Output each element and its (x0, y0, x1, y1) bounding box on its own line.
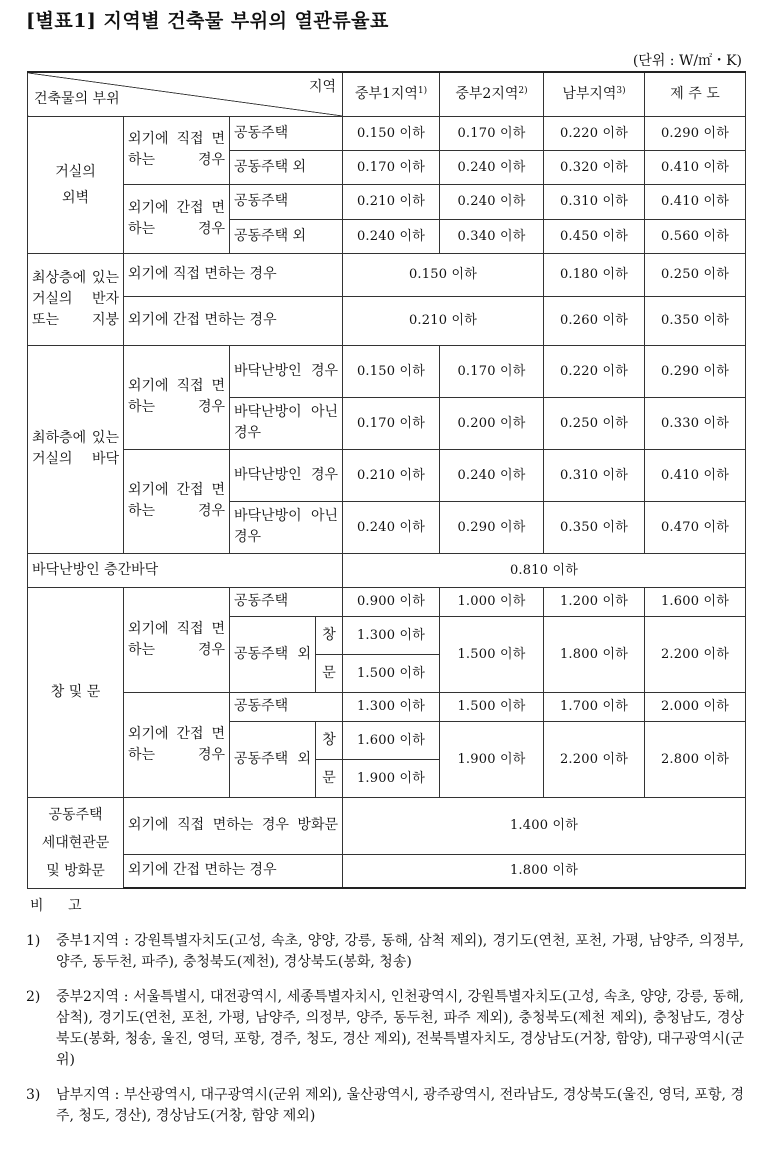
note-item (26, 931, 744, 973)
inter-floor-label: 바닥난방인 층간바닥 (28, 553, 343, 587)
wall-direct-apt-label: 공동주택 (230, 116, 343, 150)
value-cell: 0.240 이하 (440, 150, 544, 184)
value-cell: 0.240 이하 (440, 449, 544, 501)
header-part-label: 건축물의 부위 (34, 90, 120, 107)
roof-label: 최상층에 있는 거실의 반자 또는 지붕 (28, 253, 124, 345)
value-cell: 1.800 이하 (544, 616, 645, 692)
note-text: 중부2지역 : 서울특별시, 대전광역시, 세종특별자치시, 인천광역시, 강원특별자치도(고성, 속초, 양양, 강릉, 동해, 삼척), 경기도(연천, 포천, 가평, 남양주, 의정부, 양주, 동두천, 파주 제외), 충청북도(제천 제외), 충청남도, 경상북도(봉화, 청송, 울진, 영덕, 포항, 경주, 청도, 경산 제외), 전북특별자치도, 경상남도(거창, 함양), 대구광역시(군위) (56, 989, 744, 1068)
table-row (28, 184, 746, 219)
entrance-direct-label: 외기에 직접 면하는 경우 방화문 (124, 797, 343, 854)
wall-direct-non-apt-label: 공동주택 외 (230, 150, 343, 184)
wall-indirect-label: 외기에 간접 면하는 경우 (124, 184, 230, 253)
value-cell: 0.210 이하 (343, 296, 544, 345)
windows-direct-apt-label: 공동주택 (230, 587, 343, 616)
floor-direct-label: 외기에 직접 면하는 경우 (124, 345, 230, 449)
floor-label: 최하층에 있는 거실의 바닥 (28, 345, 124, 553)
table-row (28, 116, 746, 150)
header-south: 남부지역$^{3)}$ (544, 72, 645, 116)
windows-direct-label: 외기에 직접 면하는 경우 (124, 587, 230, 692)
note-item (26, 1085, 744, 1127)
value-cell: 0.220 이하 (544, 345, 645, 397)
table-row (28, 854, 746, 888)
windows-indirect-non-apt-label: 공동주택 외 (230, 721, 316, 797)
table-row (28, 296, 746, 345)
value-cell: 1.000 이하 (440, 587, 544, 616)
value-cell: 1.800 이하 (343, 854, 746, 888)
value-cell: 0.170 이하 (440, 116, 544, 150)
value-cell: 0.220 이하 (544, 116, 645, 150)
wall-direct-label: 외기에 직접 면하는 경우 (124, 116, 230, 184)
windows-direct-window-label: 창 (316, 616, 343, 654)
value-cell: 0.450 이하 (544, 219, 645, 253)
wall-label: 거실의 외벽 (28, 116, 124, 253)
value-cell: 0.240 이하 (343, 501, 440, 553)
value-cell: 0.330 이하 (645, 397, 746, 449)
value-cell: 0.250 이하 (645, 253, 746, 296)
value-cell: 0.410 이하 (645, 449, 746, 501)
floor-direct-non-heated-label: 바닥난방이 아닌 경우 (230, 397, 343, 449)
value-cell: 1.200 이하 (544, 587, 645, 616)
value-cell: 1.900 이하 (343, 759, 440, 797)
notes-section (26, 896, 744, 1127)
value-cell: 0.260 이하 (544, 296, 645, 345)
value-cell: 0.170 이하 (440, 345, 544, 397)
windows-direct-door-label: 문 (316, 654, 343, 692)
value-cell: 0.410 이하 (645, 150, 746, 184)
windows-label: 창 및 문 (28, 587, 124, 797)
table-row (28, 553, 746, 587)
value-cell: 2.200 이하 (544, 721, 645, 797)
unit-label: (단위 : W/㎡・K) (632, 53, 742, 69)
table-row (28, 692, 746, 721)
value-cell: 0.150 이하 (343, 345, 440, 397)
thermal-transmittance-table (27, 71, 746, 889)
value-cell: 0.150 이하 (343, 253, 544, 296)
entrance-indirect-label: 외기에 간접 면하는 경우 (124, 854, 343, 888)
value-cell: 0.240 이하 (440, 184, 544, 219)
value-cell: 2.000 이하 (645, 692, 746, 721)
roof-direct-label: 외기에 직접 면하는 경우 (124, 253, 343, 296)
value-cell: 1.500 이하 (440, 692, 544, 721)
value-cell: 0.290 이하 (440, 501, 544, 553)
value-cell: 0.210 이하 (343, 184, 440, 219)
value-cell: 0.560 이하 (645, 219, 746, 253)
value-cell: 0.170 이하 (343, 397, 440, 449)
value-cell: 0.310 이하 (544, 184, 645, 219)
header-row (28, 72, 746, 116)
table-row (28, 587, 746, 616)
value-cell: 1.700 이하 (544, 692, 645, 721)
value-cell: 0.470 이하 (645, 501, 746, 553)
value-cell: 1.400 이하 (343, 797, 746, 854)
value-cell: 1.500 이하 (440, 616, 544, 692)
windows-indirect-label: 외기에 간접 면하는 경우 (124, 692, 230, 797)
value-cell: 1.300 이하 (343, 616, 440, 654)
windows-indirect-window-label: 창 (316, 721, 343, 759)
floor-direct-heated-label: 바닥난방인 경우 (230, 345, 343, 397)
note-number: 2) (26, 989, 41, 1005)
value-cell: 0.350 이하 (544, 501, 645, 553)
value-cell: 0.350 이하 (645, 296, 746, 345)
note-text: 남부지역 : 부산광역시, 대구광역시(군위 제외), 울산광역시, 광주광역시, 전라남도, 경상북도(울진, 영덕, 포항, 경주, 청도, 경산), 경상남도(거창, 함양 제외) (56, 1087, 744, 1124)
value-cell: 0.810 이하 (343, 553, 746, 587)
header-jeju: 제 주 도 (645, 72, 746, 116)
windows-indirect-door-label: 문 (316, 759, 343, 797)
notes-heading: 비 고 (30, 898, 92, 914)
value-cell: 1.300 이하 (343, 692, 440, 721)
floor-indirect-label: 외기에 간접 면하는 경우 (124, 449, 230, 553)
header-central1: 중부1지역$^{1)}$ (343, 72, 440, 116)
header-central2: 중부2지역$^{2)}$ (440, 72, 544, 116)
wall-indirect-non-apt-label: 공동주택 외 (230, 219, 343, 253)
value-cell: 0.410 이하 (645, 184, 746, 219)
value-cell: 1.600 이하 (343, 721, 440, 759)
entrance-label: 공동주택 세대현관문 및 방화문 (28, 797, 124, 888)
value-cell: 0.310 이하 (544, 449, 645, 501)
page-title: [별표1] 지역별 건축물 부위의 열관류율표 (26, 10, 389, 32)
value-cell: 2.800 이하 (645, 721, 746, 797)
value-cell: 1.900 이하 (440, 721, 544, 797)
windows-indirect-apt-label: 공동주택 (230, 692, 343, 721)
value-cell: 0.250 이하 (544, 397, 645, 449)
note-number: 3) (26, 1087, 41, 1103)
table-row (28, 253, 746, 296)
value-cell: 2.200 이하 (645, 616, 746, 692)
value-cell: 1.600 이하 (645, 587, 746, 616)
header-diagonal-cell (28, 72, 343, 116)
value-cell: 0.340 이하 (440, 219, 544, 253)
value-cell: 0.290 이하 (645, 345, 746, 397)
floor-indirect-non-heated-label: 바닥난방이 아닌 경우 (230, 501, 343, 553)
value-cell: 0.180 이하 (544, 253, 645, 296)
table-row (28, 449, 746, 501)
value-cell: 0.210 이하 (343, 449, 440, 501)
value-cell: 0.170 이하 (343, 150, 440, 184)
floor-indirect-heated-label: 바닥난방인 경우 (230, 449, 343, 501)
table-row (28, 345, 746, 397)
header-region-label: 지역 (308, 79, 336, 95)
value-cell: 0.900 이하 (343, 587, 440, 616)
roof-indirect-label: 외기에 간접 면하는 경우 (124, 296, 343, 345)
value-cell: 1.500 이하 (343, 654, 440, 692)
value-cell: 0.150 이하 (343, 116, 440, 150)
note-number: 1) (26, 933, 41, 949)
value-cell: 0.240 이하 (343, 219, 440, 253)
value-cell: 0.290 이하 (645, 116, 746, 150)
windows-direct-non-apt-label: 공동주택 외 (230, 616, 316, 692)
note-item (26, 987, 744, 1071)
wall-indirect-apt-label: 공동주택 (230, 184, 343, 219)
table-row (28, 797, 746, 854)
value-cell: 0.320 이하 (544, 150, 645, 184)
value-cell: 0.200 이하 (440, 397, 544, 449)
note-text: 중부1지역 : 강원특별자치도(고성, 속초, 양양, 강릉, 동해, 삼척 제외), 경기도(연천, 포천, 가평, 남양주, 의정부, 양주, 동두천, 파주), 충청북도(제천), 경상북도(봉화, 청송) (56, 933, 744, 970)
